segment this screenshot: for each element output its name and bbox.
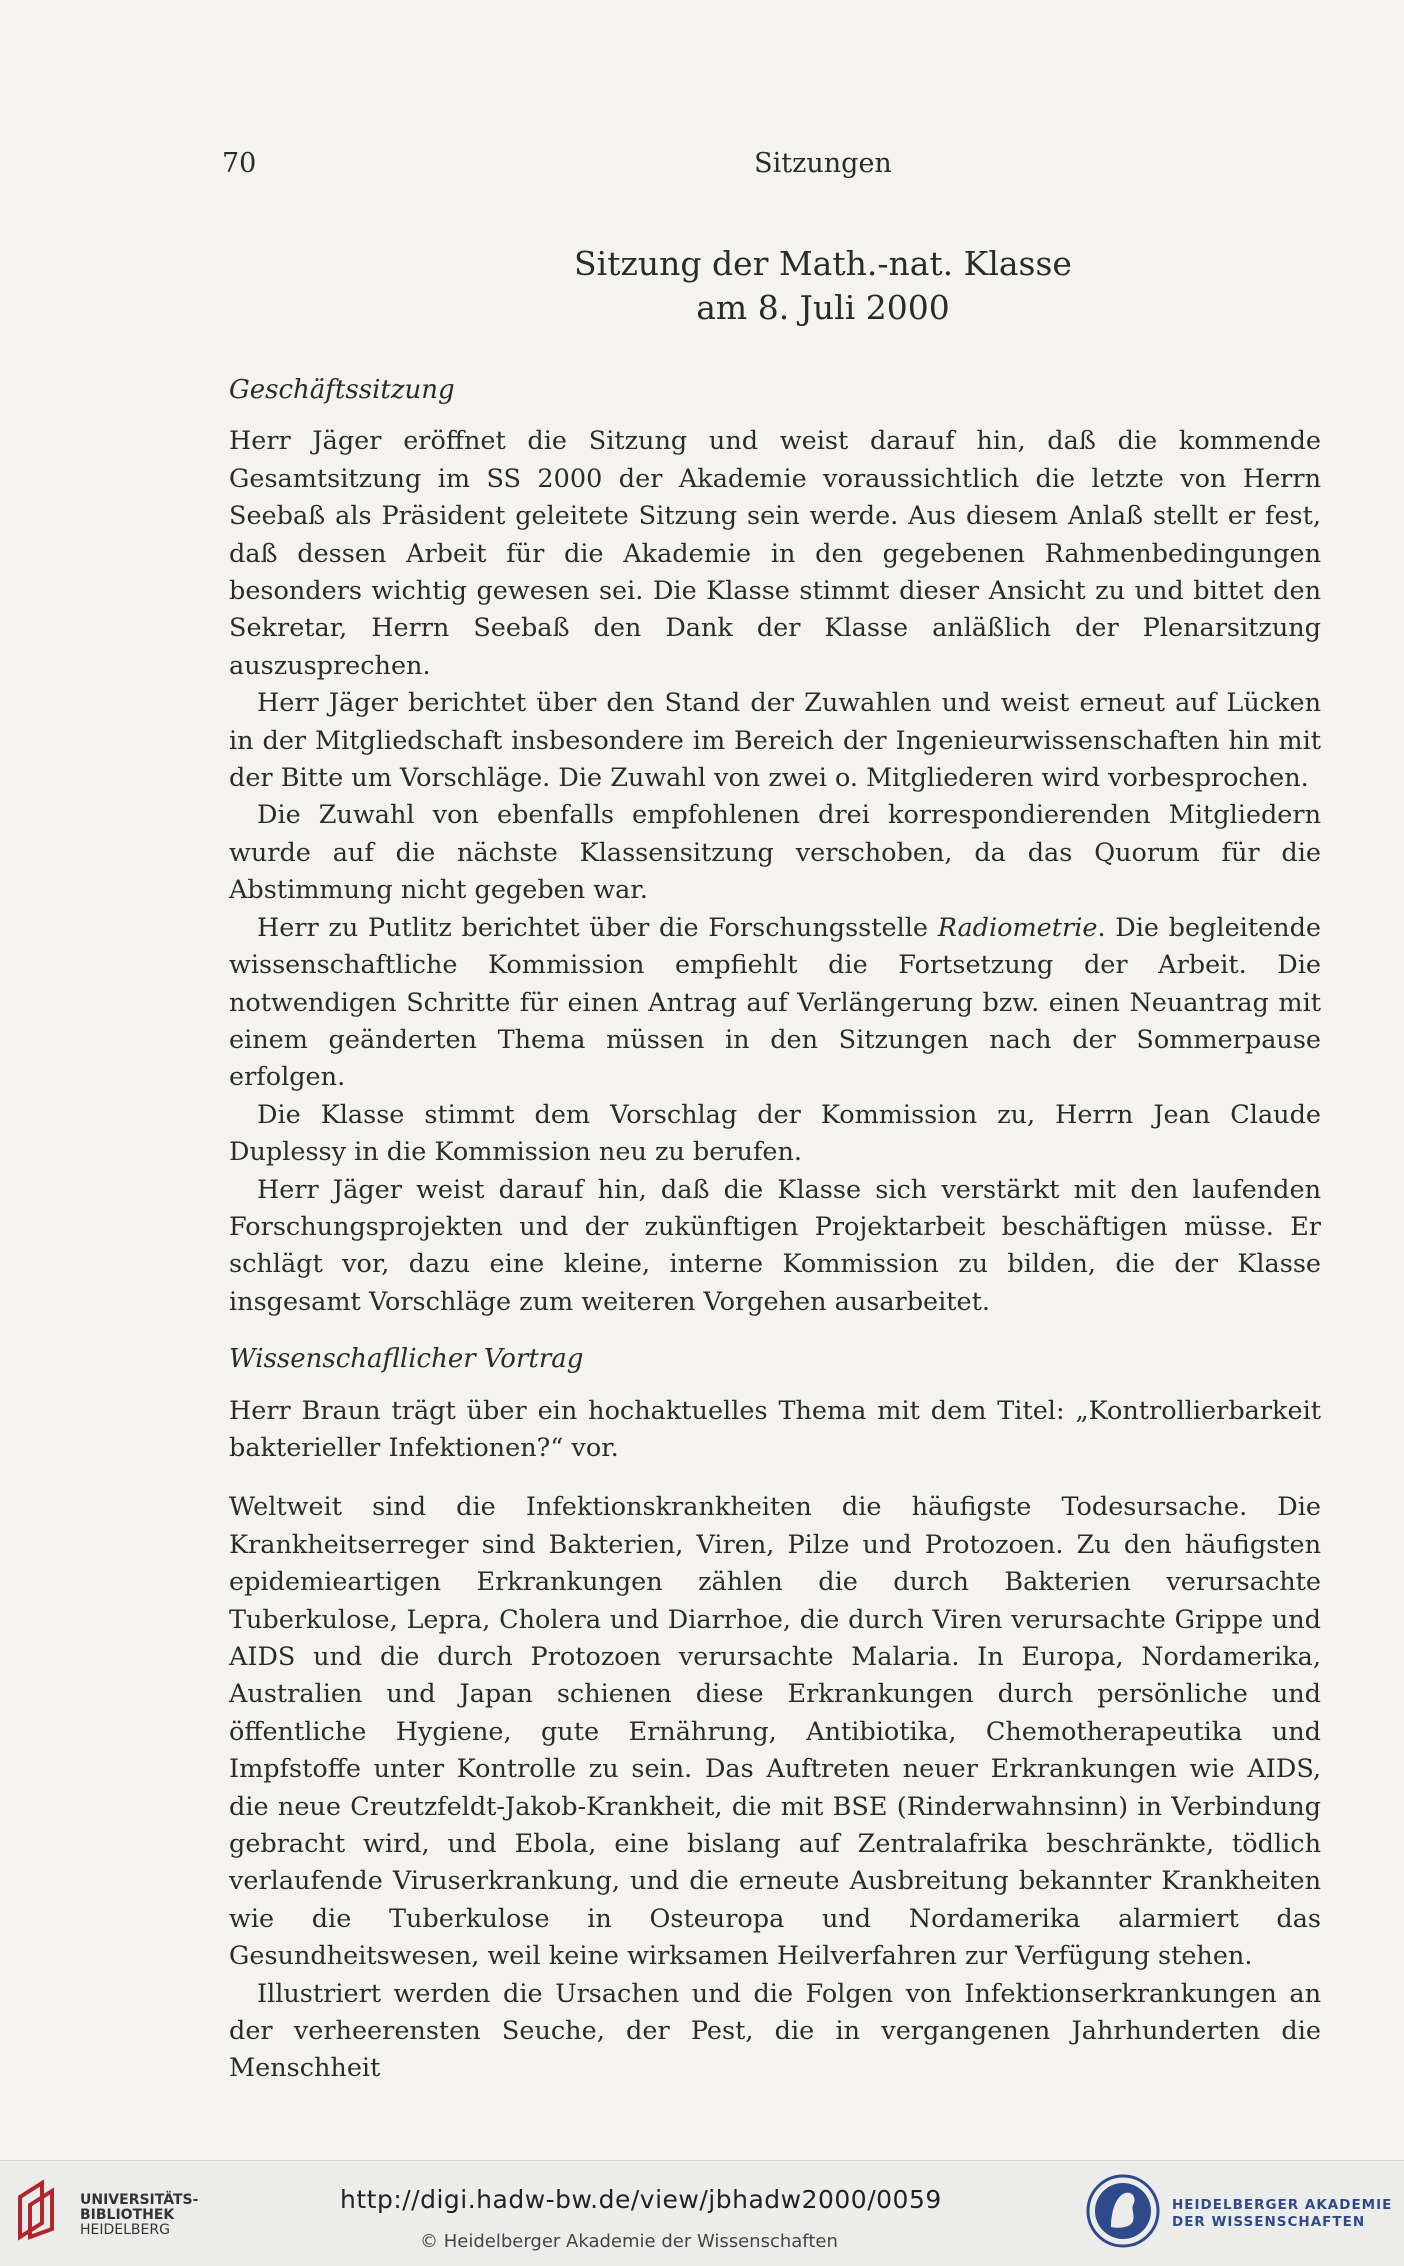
paragraph: Die Klasse stimmt dem Vorschlag der Kommission zu, Herrn Jean Claude Duplessy in die Kommission neu zu berufen. xyxy=(229,1099,1321,1168)
running-header xyxy=(222,148,1324,188)
copyright-notice: © Heidelberger Akademie der Wissenschaften xyxy=(420,2231,838,2252)
section-title-vortrag: Wissenschafllicher Vortrag xyxy=(229,1344,584,1375)
section-title-geschaeftssitzung: Geschäftssitzung xyxy=(229,375,455,405)
paragraph: Herr Jäger berichtet über den Stand der Zuwahlen und weist erneut auf Lücken in der Mitgliedschaft insbesondere im Bereich der Ingenieurwissenschaften hin mit der Bitte um Vorschläge. Die Zuwahl von zwei o. Mitgliederen wird vorbesprochen. xyxy=(229,688,1321,794)
library-logo-icon xyxy=(12,2179,64,2241)
session-heading xyxy=(222,242,1324,330)
paragraph-putlitz xyxy=(229,910,1321,1097)
italic-term: Radiometrie xyxy=(937,912,1098,943)
permalink-url[interactable]: http://digi.hadw-bw.de/view/jbhadw2000/0059 xyxy=(340,2185,942,2214)
viewer-footer xyxy=(0,2160,1404,2266)
paragraph: Illustriert werden die Ursachen und die Folgen von Infektionserkrankungen an der verheerensten Seuche, der Pest, die in vergangenen Jahrhunderten die Menschheit xyxy=(229,1978,1321,2084)
academy-name: HEIDELBERGER AKADEMIE DER WISSENSCHAFTEN xyxy=(1172,2197,1393,2230)
page-number: 70 xyxy=(222,148,257,179)
heading-line-2: am 8. Juli 2000 xyxy=(696,288,950,327)
page-content xyxy=(229,372,1321,2088)
running-title: Sitzungen xyxy=(754,148,892,179)
paragraph: Die Zuwahl von ebenfalls empfohlenen drei korrespondierenden Mitgliedern wurde auf die nächste Klassensitzung verschoben, da das Quorum für die Abstimmung nicht gegeben war. xyxy=(229,800,1321,906)
paragraph: Herr Jäger weist darauf hin, daß die Klasse sich verstärkt mit den laufenden Forschungsprojekten und der zukünftigen Projektarbeit beschäftigen müsse. Er schlägt vor, dazu eine kleine, interne Kommission zu bilden, die der Klasse insgesamt Vorschläge zum weiteren Vorgehen ausarbeitet. xyxy=(229,1174,1321,1317)
library-name: UNIVERSITÄTS- BIBLIOTHEK HEIDELBERG xyxy=(80,2192,199,2238)
text-span: Herr zu Putlitz berichtet über die Forschungsstelle xyxy=(257,912,938,943)
paragraph: Weltweit sind die Infektionskrankheiten die häufigste Todesursache. Die Krankheitserreger sind Bakterien, Viren, Pilze und Protozoen. Zu den häufigsten epidemieartigen Erkrankungen zählen die durch Bakterien verursachte Tuberkulose, Lepra, Cholera und Diarrhoe, die durch Viren verursachte Grippe und AIDS und die durch Protozoen verursachte Malaria. In Europa, Nordamerika, Australien und Japan schienen diese Erkrankungen durch persönliche und öffentliche Hygiene, gute Ernährung, Antibiotika, Chemotherapeutika und Impfstoffe unter Kontrolle zu sein. Das Auftreten neuer Erkrankungen wie AIDS, die neue Creutzfeldt-Jakob-Krankheit, die mit BSE (Rinderwahnsinn) in Verbindung gebracht wird, und Ebola, eine bislang auf Zentralafrika beschränkte, tödlich verlaufende Viruserkrankung, und die erneute Ausbreitung bekannter Krankheiten wie die Tuberkulose in Osteuropa und Nordamerika alarmiert das Gesundheitswesen, weil keine wirksamen Heilverfahren zur Verfügung stehen. xyxy=(229,1492,1321,1972)
text-span: . Die begleitende wissenschaftliche Kommission empfiehlt die Fortsetzung der Arbeit. Die notwendigen Schritte für einen Antrag auf Verlängerung bzw. einen Neuantrag mit einem geänderten Thema müssen in den Sitzungen nach der Sommerpause erfolgen. xyxy=(229,912,1321,1093)
paragraph: Herr Jäger eröffnet die Sitzung und weist darauf hin, daß die kommende Gesamtsitzung im SS 2000 der Akademie voraussichtlich die letzte von Herrn Seebaß als Präsident geleitete Sitzung sein werde. Aus diesem Anlaß stellt er fest, daß dessen Arbeit für die Akademie in den gegebenen Rahmenbedingungen besonders wichtig gewesen sei. Die Klasse stimmt dieser Ansicht zu und bittet den Sekretar, Herrn Seebaß den Dank der Klasse anläßlich der Plenarsitzung auszusprechen. xyxy=(229,426,1321,681)
heading-line-1: Sitzung der Math.-nat. Klasse xyxy=(574,244,1072,283)
paragraph-intro: Herr Braun trägt über ein hochaktuelles Thema mit dem Titel: „Kontrollierbarkeit bakterieller Infektionen?“ vor. xyxy=(229,1395,1321,1463)
academy-seal-icon xyxy=(1085,2173,1161,2249)
